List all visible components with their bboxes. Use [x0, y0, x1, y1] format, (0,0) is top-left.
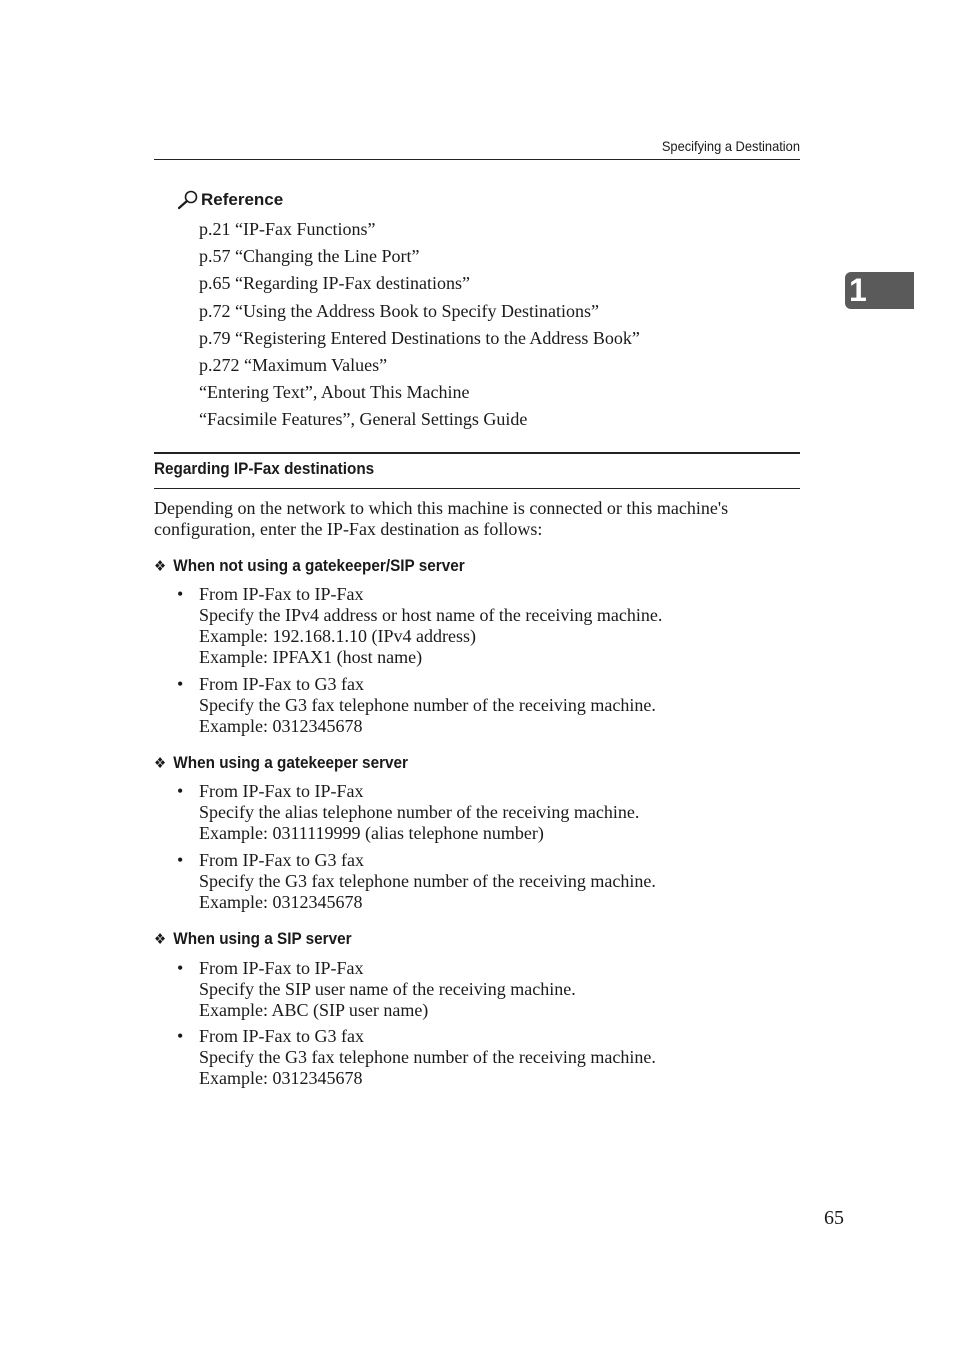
item-line: Specify the alias telephone number of the receiving machine.	[199, 802, 640, 822]
reference-item[interactable]: p.79 “Registering Entered Destinations to the Address Book”	[199, 327, 640, 348]
bullet-icon: •	[177, 674, 184, 694]
bullet-icon: •	[177, 850, 184, 870]
bullet-icon: •	[177, 958, 184, 978]
item-line: Specify the SIP user name of the receiving machine.	[199, 979, 576, 999]
item-line: Example: IPFAX1 (host name)	[199, 647, 423, 667]
reference-item[interactable]: “Entering Text”, About This Machine	[199, 382, 470, 403]
item-line: Specify the G3 fax telephone number of the receiving machine.	[199, 871, 656, 891]
reference-item[interactable]: p.21 “IP-Fax Functions”	[199, 219, 376, 239]
page-number: 65	[824, 1207, 844, 1229]
item-line: Example: ABC (SIP user name)	[199, 1000, 429, 1020]
item-title: From IP-Fax to IP-Fax	[199, 958, 364, 978]
subsection-heading-label: When using a gatekeeper server	[173, 753, 409, 772]
diamond-icon: ❖	[154, 558, 167, 575]
item-title: From IP-Fax to G3 fax	[199, 1026, 364, 1046]
bullet-icon: •	[177, 1026, 184, 1046]
chapter-tab	[845, 272, 914, 309]
item-title: From IP-Fax to G3 fax	[199, 674, 364, 694]
item-line: Example: 0312345678	[199, 1068, 363, 1088]
item-line: Example: 192.168.1.10 (IPv4 address)	[199, 626, 476, 646]
section-rule-top	[154, 452, 800, 454]
item-line: Example: 0312345678	[199, 892, 363, 912]
reference-item[interactable]: p.272 “Maximum Values”	[199, 354, 388, 375]
reference-heading	[177, 190, 283, 210]
subsection-heading-label: When not using a gatekeeper/SIP server	[173, 556, 465, 575]
diamond-icon: ❖	[154, 755, 167, 772]
header-rule	[154, 159, 800, 160]
list-item	[177, 958, 576, 1021]
subsection-heading	[154, 929, 352, 949]
section-rule-bottom	[154, 488, 800, 489]
item-line: Specify the IPv4 address or host name of the receiving machine.	[199, 605, 663, 625]
reference-item[interactable]: “Facsimile Features”, General Settings Guide	[199, 409, 528, 430]
running-head: Specifying a Destination	[661, 138, 800, 154]
subsection-heading	[154, 753, 408, 773]
item-title: From IP-Fax to G3 fax	[199, 850, 364, 870]
bullet-icon: •	[177, 781, 184, 801]
item-line: Specify the G3 fax telephone number of the receiving machine.	[199, 1047, 656, 1067]
item-line: Specify the G3 fax telephone number of the receiving machine.	[199, 695, 656, 715]
reference-item[interactable]: p.65 “Regarding IP-Fax destinations”	[199, 273, 470, 294]
reference-list	[199, 218, 640, 436]
diamond-icon: ❖	[154, 931, 167, 948]
item-line: Example: 0312345678	[199, 716, 363, 736]
reference-heading-label: Reference	[201, 190, 284, 209]
magnifier-icon	[177, 190, 199, 210]
item-title: From IP-Fax to IP-Fax	[199, 584, 364, 604]
reference-item[interactable]: p.57 “Changing the Line Port”	[199, 246, 420, 267]
list-item	[177, 584, 662, 668]
chapter-number: 1	[849, 272, 867, 308]
item-line: Example: 0311119999 (alias telephone number)	[199, 823, 544, 843]
list-item	[177, 1026, 656, 1089]
section-title: Regarding IP-Fax destinations	[154, 459, 375, 478]
intro-paragraph: Depending on the network to which this machine is connected or this machine's configuration, enter the IP-Fax destination as follows:	[154, 498, 729, 539]
reference-item[interactable]: p.72 “Using the Address Book to Specify Destinations”	[199, 300, 599, 321]
bullet-icon: •	[177, 584, 184, 604]
subsection-heading	[154, 556, 465, 576]
list-item	[177, 850, 656, 913]
subsection-heading-label: When using a SIP server	[173, 929, 352, 948]
list-item	[177, 674, 656, 737]
list-item	[177, 781, 639, 844]
item-title: From IP-Fax to IP-Fax	[199, 781, 364, 801]
